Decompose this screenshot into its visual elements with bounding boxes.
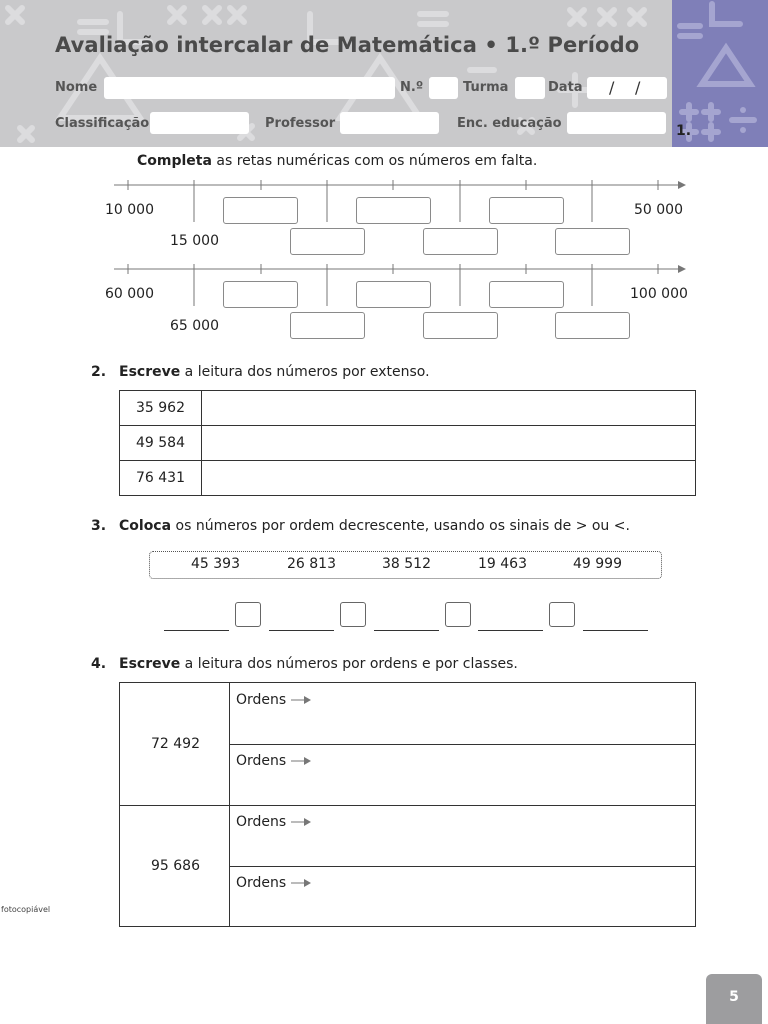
arrow-right-icon xyxy=(290,756,312,766)
class-label: Turma xyxy=(463,80,509,95)
line1-answer-box[interactable] xyxy=(489,197,564,224)
line2-answer-box[interactable] xyxy=(555,312,630,339)
line1-answer-box[interactable] xyxy=(290,228,365,255)
order-blank[interactable] xyxy=(269,630,334,631)
name-label: Nome xyxy=(55,80,98,95)
line2-answer-box[interactable] xyxy=(223,281,298,308)
question-1-number: 1. xyxy=(676,123,692,139)
orders-row[interactable] xyxy=(236,753,312,769)
table-number-cell: 72 492 xyxy=(151,736,200,752)
orders-row[interactable] xyxy=(236,814,312,830)
line2-end-label: 100 000 xyxy=(630,286,688,302)
orders-label: Ordens xyxy=(236,692,287,708)
question-2-number: 2. xyxy=(91,364,107,380)
table-row xyxy=(120,426,696,461)
question-3-number: 3. xyxy=(91,518,107,534)
table-row xyxy=(120,391,696,426)
line1-answer-box[interactable] xyxy=(423,228,498,255)
question-1-instruction: Completa as retas numéricas com os números em falta. xyxy=(137,153,538,169)
line1-answer-box[interactable] xyxy=(555,228,630,255)
sign-box[interactable] xyxy=(445,602,471,627)
line2-answer-box[interactable] xyxy=(290,312,365,339)
date-slash-1: / xyxy=(609,78,615,97)
line2-answer-box[interactable] xyxy=(489,281,564,308)
grade-label: Classificação xyxy=(55,116,150,131)
date-slash-2: / xyxy=(635,78,641,97)
orders-label: Ordens xyxy=(236,753,287,769)
set-number: 49 999 xyxy=(573,556,622,572)
sign-box[interactable] xyxy=(340,602,366,627)
arrow-right-icon xyxy=(290,817,312,827)
order-blank[interactable] xyxy=(164,630,229,631)
order-blank[interactable] xyxy=(583,630,648,631)
line2-answer-box[interactable] xyxy=(423,312,498,339)
spelled-numbers-table xyxy=(119,390,696,496)
orders-label: Ordens xyxy=(236,875,287,891)
table-number-cell: 35 962 xyxy=(120,391,202,426)
line1-answer-box[interactable] xyxy=(223,197,298,224)
order-blank[interactable] xyxy=(374,630,439,631)
arrow-right-icon xyxy=(290,695,312,705)
question-4-instruction: Escreve a leitura dos números por ordens e por classes. xyxy=(119,656,518,672)
page-title: Avaliação intercalar de Matemática • 1.º Período xyxy=(55,33,640,57)
orders-label: Ordens xyxy=(236,814,287,830)
line2-start-label: 60 000 xyxy=(105,286,154,302)
table-number-cell: 49 584 xyxy=(120,426,202,461)
set-number: 38 512 xyxy=(382,556,431,572)
set-number: 19 463 xyxy=(478,556,527,572)
line1-answer-box[interactable] xyxy=(356,197,431,224)
question-3-instruction: Coloca os números por ordem decrescente, usando os sinais de > ou <. xyxy=(119,518,630,534)
set-number: 26 813 xyxy=(287,556,336,572)
question-2-instruction: Escreve a leitura dos números por extenso. xyxy=(119,364,430,380)
sign-box[interactable] xyxy=(549,602,575,627)
line2-second-label: 65 000 xyxy=(170,318,219,334)
orders-classes-table xyxy=(119,682,696,927)
date-label: Data xyxy=(548,80,583,95)
teacher-label: Professor xyxy=(265,116,336,131)
answer-cell[interactable] xyxy=(202,426,696,461)
sign-box[interactable] xyxy=(235,602,261,627)
table-number-cell: 95 686 xyxy=(151,858,200,874)
table-row xyxy=(120,461,696,496)
question-4-number: 4. xyxy=(91,656,107,672)
line2-answer-box[interactable] xyxy=(356,281,431,308)
line1-second-label: 15 000 xyxy=(170,233,219,249)
line1-end-label: 50 000 xyxy=(634,202,683,218)
row-divider xyxy=(229,866,695,867)
set-number: 45 393 xyxy=(191,556,240,572)
guardian-label: Enc. educação xyxy=(457,116,562,131)
line1-start-label: 10 000 xyxy=(105,202,154,218)
answer-cell[interactable] xyxy=(202,391,696,426)
orders-row[interactable] xyxy=(236,875,312,891)
arrow-right-icon xyxy=(290,878,312,888)
photocopy-note: fotocopiável xyxy=(1,905,51,914)
order-blank[interactable] xyxy=(478,630,543,631)
table-number-cell: 76 431 xyxy=(120,461,202,496)
row-divider xyxy=(120,805,695,806)
page-number: 5 xyxy=(706,974,762,1024)
number-label: N.º xyxy=(400,80,424,95)
orders-row[interactable] xyxy=(236,692,312,708)
answer-cell[interactable] xyxy=(202,461,696,496)
row-divider xyxy=(229,744,695,745)
